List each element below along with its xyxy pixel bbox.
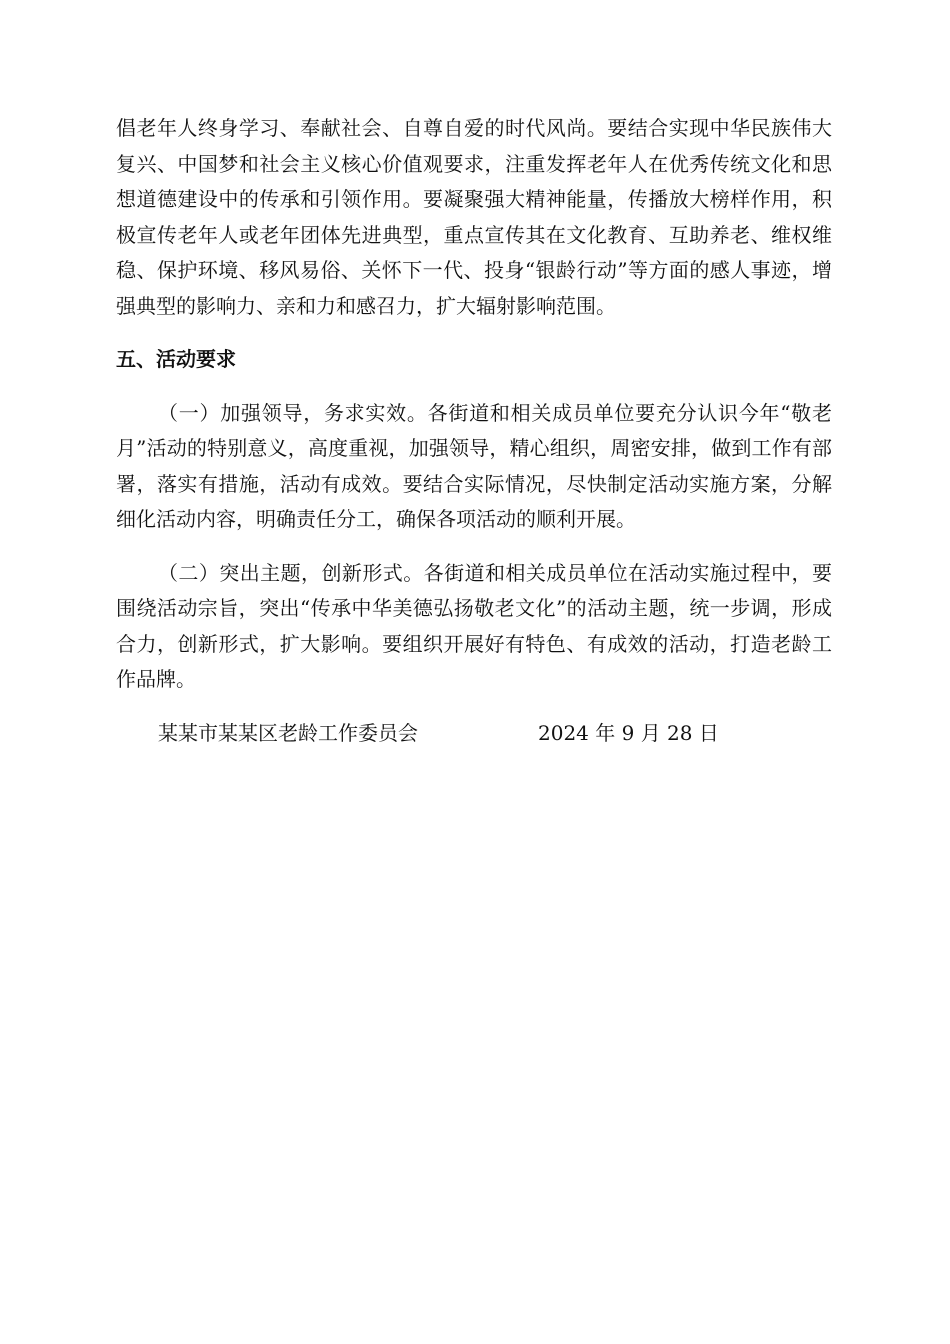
signature-organization: 某某市某某区老龄工作委员会 <box>158 720 418 745</box>
requirement-item-1: （一）加强领导，务求实效。各街道和相关成员单位要充分认识今年“敬老月”活动的特别意义，高度重视，加强领导，精心组织，周密安排，做到工作有部署，落实有措施，活动有成效。要结合实际情况，尽快制定活动实施方案，分解细化活动内容，明确责任分工，确保各项活动的顺利开展。 <box>116 400 832 531</box>
requirement-item-2: （二）突出主题，创新形式。各街道和相关成员单位在活动实施过程中，要围绕活动宗旨，突出“传承中华美德弘扬敬老文化”的活动主题，统一步调，形成合力，创新形式，扩大影响。要组织开展好有特色、有成效的活动，打造老龄工作品牌。 <box>116 560 832 691</box>
signature-date: 2024 年 9 月 28 日 <box>538 720 719 745</box>
section-heading: 五、活动要求 <box>116 347 236 371</box>
signature-line <box>116 716 832 752</box>
intro-paragraph: 倡老年人终身学习、奉献社会、自尊自爱的时代风尚。要结合实现中华民族伟大复兴、中国梦和社会主义核心价值观要求，注重发挥老年人在优秀传统文化和思想道德建设中的传承和引领作用。要凝聚强大精神能量，传播放大榜样作用，积极宣传老年人或老年团体先进典型，重点宣传其在文化教育、互助养老、维权维稳、保护环境、移风易俗、关怀下一代、投身“银龄行动”等方面的感人事迹，增强典型的影响力、亲和力和感召力，扩大辐射影响范围。 <box>116 116 832 318</box>
document-body <box>116 111 832 751</box>
